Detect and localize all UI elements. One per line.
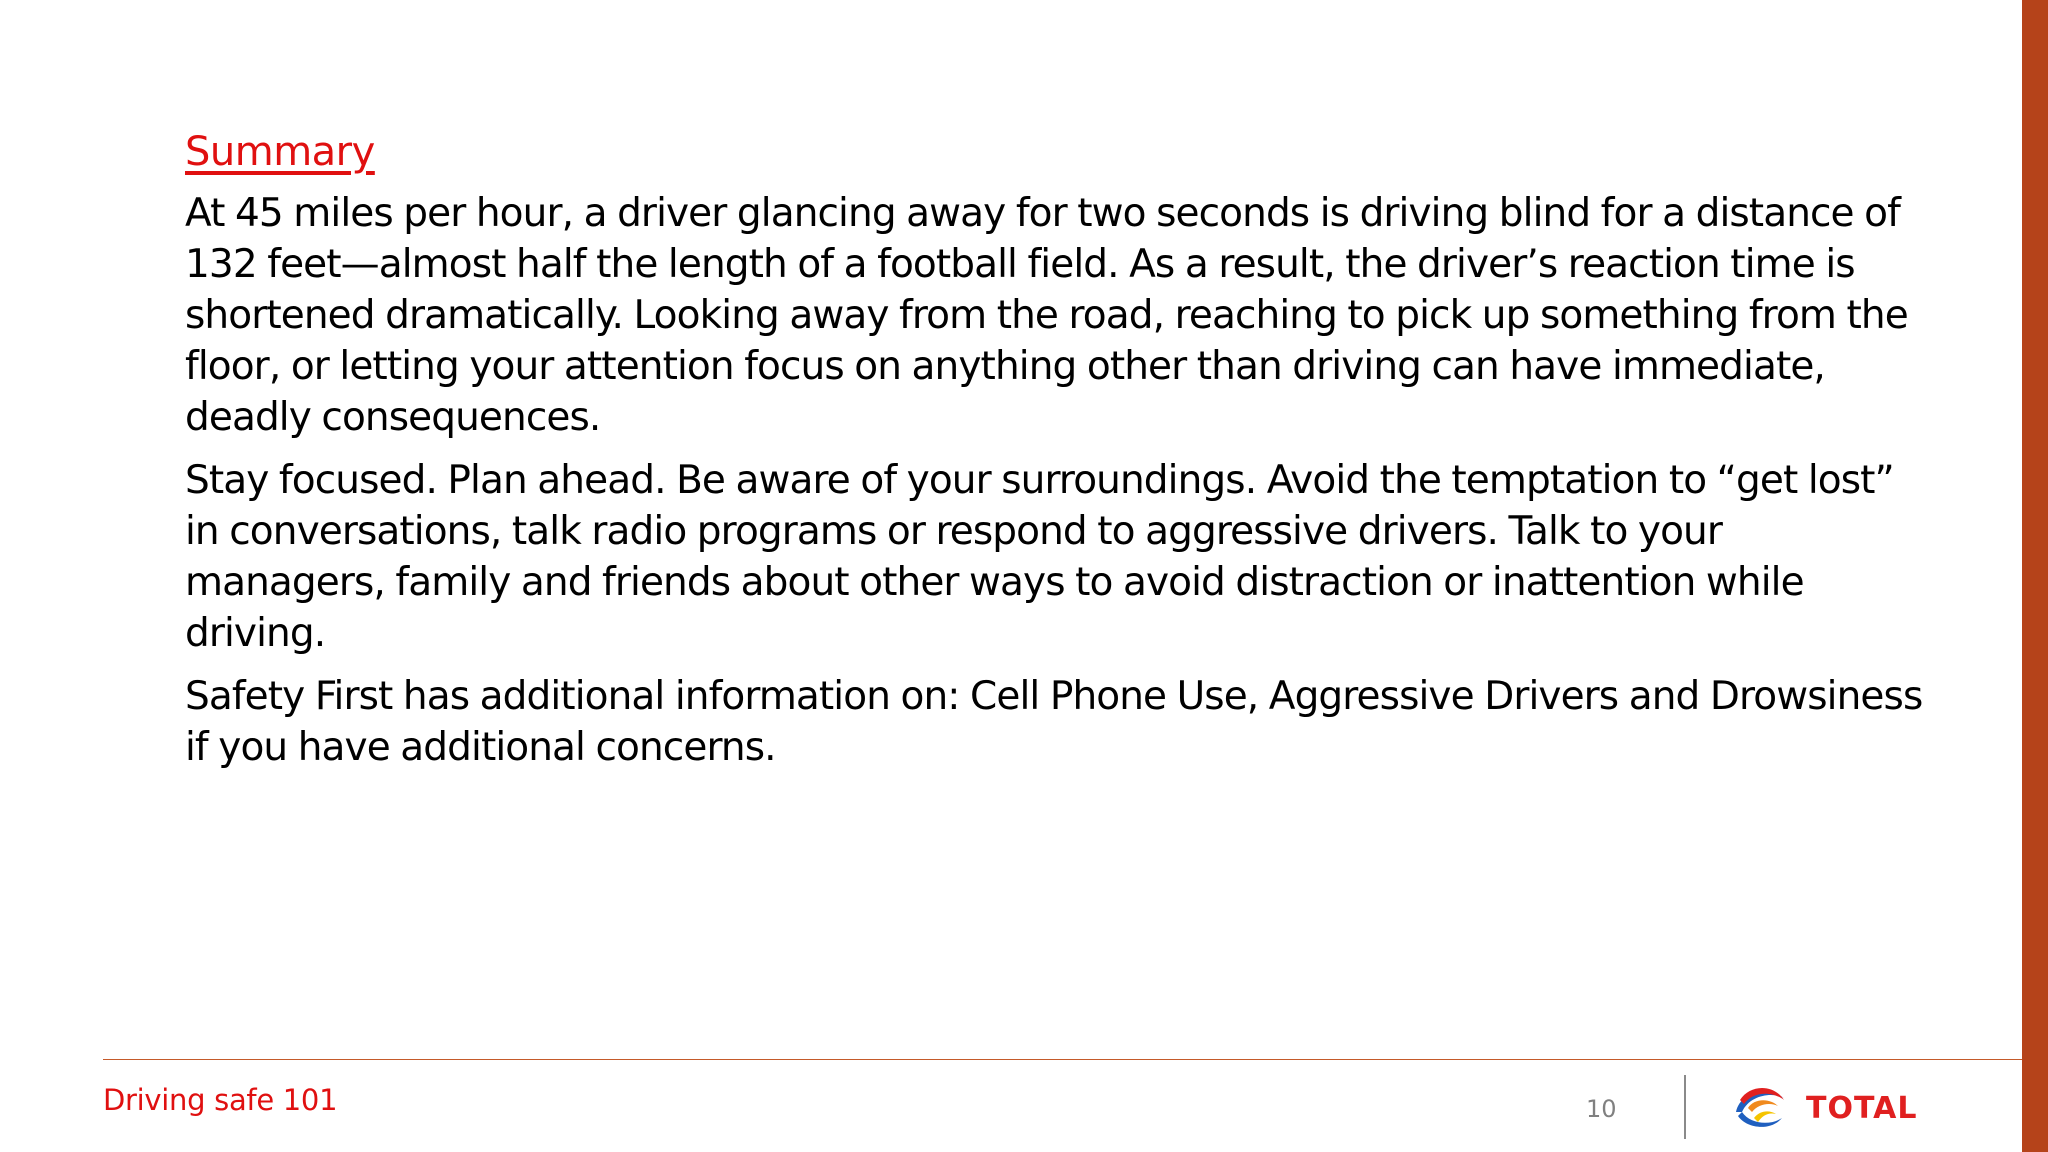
footer-divider xyxy=(1684,1075,1686,1139)
right-accent-bar xyxy=(2022,0,2048,1152)
slide-content xyxy=(185,126,1925,785)
total-logo xyxy=(1730,1078,1940,1136)
page-number: 10 xyxy=(1586,1095,1617,1123)
footer-rule xyxy=(103,1059,2022,1060)
footer-title: Driving safe 101 xyxy=(103,1083,338,1117)
paragraph-2: Stay focused. Plan ahead. Be aware of your surroundings. Avoid the temptation to “get lost” in conversations, talk radio programs or respond to aggressive drivers. Talk to your managers, family and friends about other ways to avoid distraction or inattention while driving. xyxy=(185,458,1894,656)
total-logo-icon xyxy=(1734,1086,1786,1130)
logo-text: TOTAL xyxy=(1806,1091,1918,1126)
summary-heading: Summary xyxy=(185,129,375,175)
paragraph-3: Safety First has additional information on: Cell Phone Use, Aggressive Drivers and Drowsiness if you have additional concerns. xyxy=(185,674,1923,770)
paragraph-1: At 45 miles per hour, a driver glancing away for two seconds is driving blind for a distance of 132 feet—almost half the length of a football field. As a result, the driver’s reaction time is shortened dramatically. Looking away from the road, reaching to pick up something from the floor, or letting your attention focus on anything other than driving can have immediate, deadly consequences. xyxy=(185,191,1908,440)
